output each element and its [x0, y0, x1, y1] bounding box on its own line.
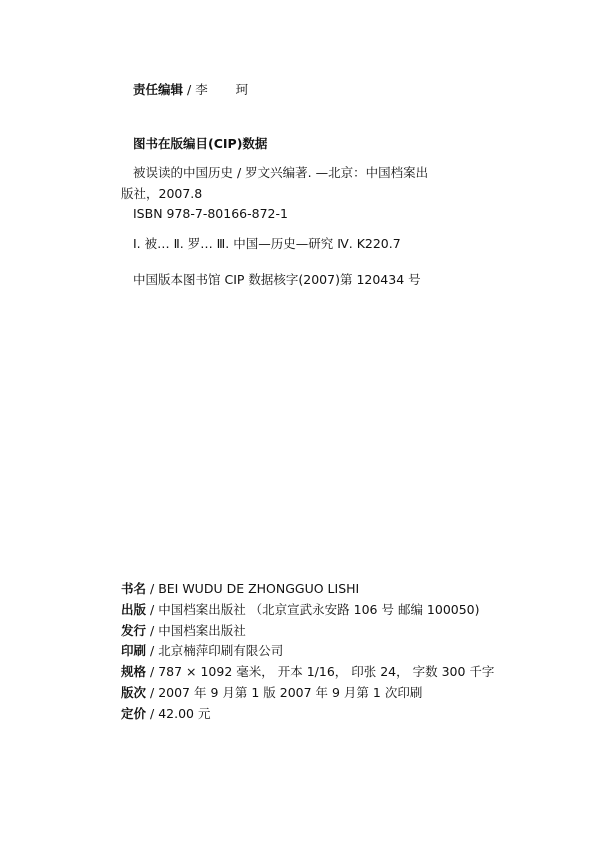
- info-row-edition: [121, 683, 591, 704]
- info-value: 2007 年 9 月第 1 版 2007 年 9 月第 1 次印刷: [158, 684, 423, 700]
- editor-name: 李 珂: [195, 82, 261, 97]
- info-label: 定价: [121, 705, 147, 721]
- cip-isbn: ISBN 978-7-80166-872-1: [133, 206, 288, 221]
- info-label: 规格: [121, 664, 147, 680]
- info-label: 发行: [121, 622, 147, 638]
- cip-entry-line-2: 版社，2007.8: [121, 186, 203, 201]
- cip-entry-line-1: 被误读的中国历史 / 罗文兴编著. —北京：中国档案出: [133, 165, 429, 180]
- info-separator: /: [146, 684, 159, 700]
- info-separator: /: [146, 601, 159, 617]
- info-label: 出版: [121, 601, 147, 617]
- publication-info: [121, 579, 591, 725]
- info-value: 中国档案出版社: [158, 622, 246, 638]
- info-row-printing: [121, 641, 591, 662]
- info-separator: /: [146, 581, 159, 596]
- cip-approval-number: 中国版本图书馆 CIP 数据核字(2007)第 120434 号: [133, 272, 421, 287]
- responsible-editor: [133, 82, 260, 98]
- info-value: BEI WUDU DE ZHONGGUO LISHI: [158, 581, 360, 596]
- info-value: 北京楠萍印刷有限公司: [158, 643, 284, 659]
- info-separator: /: [146, 643, 159, 659]
- info-label: 书名: [121, 581, 147, 596]
- info-value: 787 × 1092 毫米， 开本 1/16， 印张 24， 字数 300 千字: [158, 664, 495, 680]
- info-row-price: [121, 704, 591, 725]
- editor-label: 责任编辑: [133, 82, 184, 97]
- info-separator: /: [146, 664, 159, 680]
- info-label: 版次: [121, 684, 147, 700]
- info-label: 印刷: [121, 643, 147, 659]
- editor-separator: /: [187, 82, 192, 97]
- info-row-title: [121, 579, 591, 600]
- info-value: 中国档案出版社 （北京宣武永安路 106 号 邮编 100050): [158, 601, 480, 617]
- info-separator: /: [146, 622, 159, 638]
- info-separator: /: [146, 705, 159, 721]
- cip-classification: Ⅰ. 被… Ⅱ. 罗… Ⅲ. 中国—历史—研究 Ⅳ. K220.7: [133, 236, 401, 251]
- info-row-distribution: [121, 621, 591, 642]
- info-row-publisher: [121, 600, 591, 621]
- info-row-specs: [121, 662, 591, 683]
- cip-heading: 图书在版编目(CIP)数据: [133, 136, 268, 151]
- info-value: 42.00 元: [158, 705, 211, 721]
